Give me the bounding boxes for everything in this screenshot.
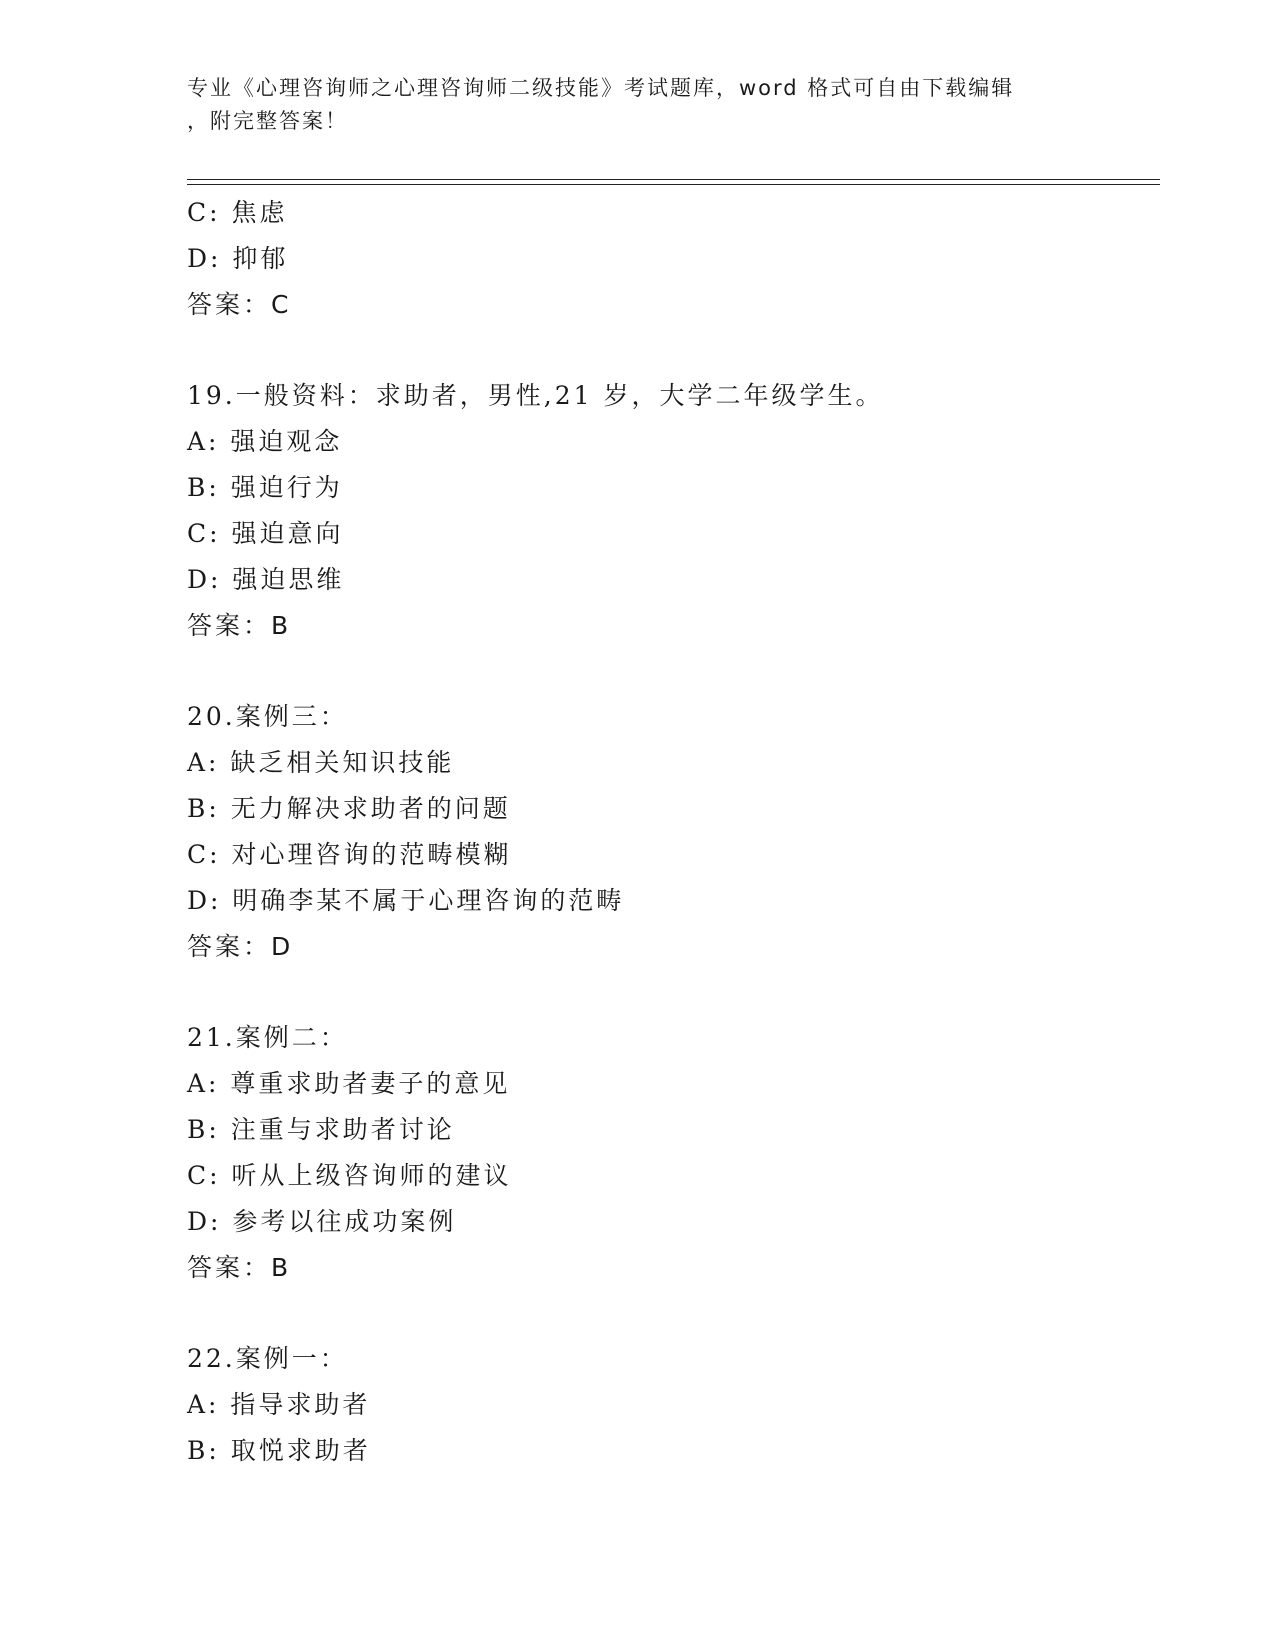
option-a: A: 缺乏相关知识技能 (187, 748, 455, 777)
header-title-line: 专业《心理咨询师之心理咨询师二级技能》考试题库，word 格式可自由下载编辑 (187, 76, 1015, 100)
spacer (187, 328, 1137, 373)
option-b: B: 注重与求助者讨论 (187, 1115, 455, 1144)
answer-line: 答案：D (187, 932, 294, 961)
option-b: B: 强迫行为 (187, 473, 343, 502)
option-d: D: 参考以往成功案例 (187, 1207, 457, 1236)
spacer (187, 1291, 1137, 1336)
option-a: A: 尊重求助者妻子的意见 (187, 1069, 511, 1098)
header-title-continuation: ，附完整答案！ (187, 109, 348, 133)
option-d: D: 明确李某不属于心理咨询的范畴 (187, 886, 625, 915)
spacer (187, 649, 1137, 694)
question-list (187, 190, 1137, 1474)
header-rule-bottom (187, 184, 1160, 185)
option-a: A: 强迫观念 (187, 427, 343, 456)
question-stem: 20.案例三： (187, 702, 348, 731)
answer-line: 答案：B (187, 1253, 292, 1282)
option-c: C: 焦虑 (187, 198, 288, 227)
option-c: C: 强迫意向 (187, 519, 344, 548)
option-d: D: 强迫思维 (187, 565, 345, 594)
spacer (187, 970, 1137, 1015)
option-b: B: 取悦求助者 (187, 1436, 371, 1465)
option-c: C: 对心理咨询的范畴模糊 (187, 840, 512, 869)
option-c: C: 听从上级咨询师的建议 (187, 1161, 512, 1190)
answer-line: 答案：B (187, 611, 292, 640)
question-stem: 22.案例一： (187, 1344, 348, 1373)
question-stem: 21.案例二： (187, 1023, 348, 1052)
answer-line: 答案：C (187, 290, 292, 319)
document-header (187, 72, 1087, 138)
option-b: B: 无力解决求助者的问题 (187, 794, 511, 823)
option-d: D: 抑郁 (187, 244, 289, 273)
option-a: A: 指导求助者 (187, 1390, 371, 1419)
header-rule-top (187, 179, 1160, 180)
question-stem: 19.一般资料：求助者，男性,21 岁，大学二年级学生。 (187, 381, 884, 410)
